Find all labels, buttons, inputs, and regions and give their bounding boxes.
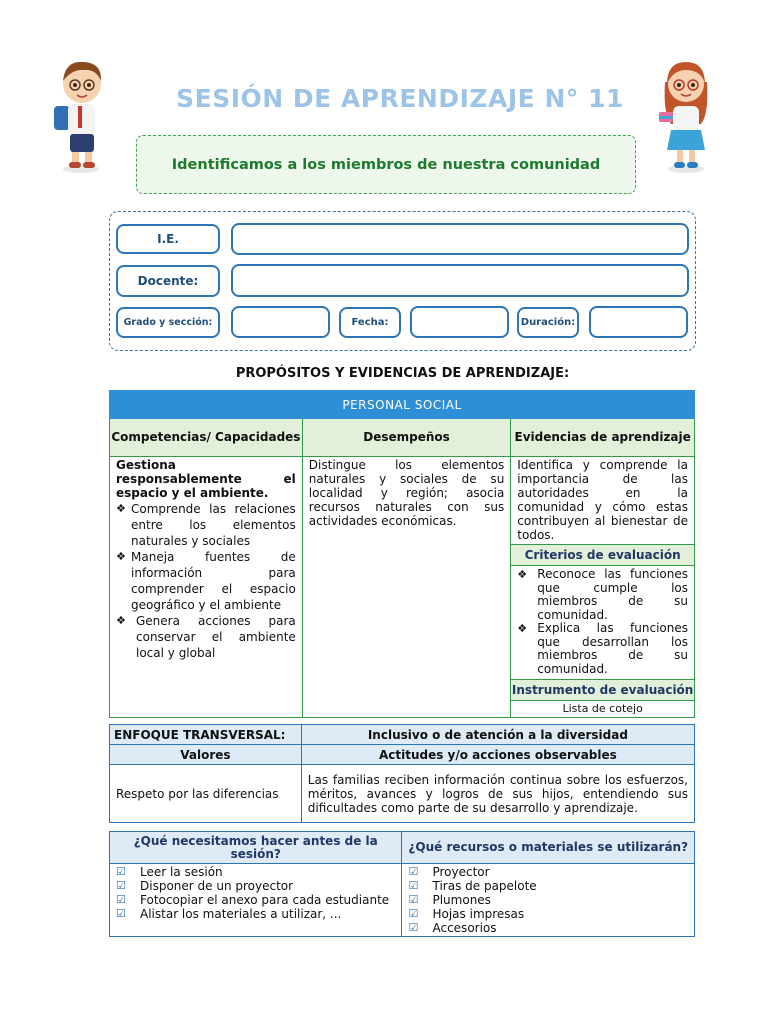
competencia-title: Gestiona responsablemente el espacio y el ambiente. xyxy=(116,458,296,500)
valores-header: Valores xyxy=(110,745,302,765)
actitud-cell: Las familias reciben información continua sobre los esfuerzos, méritos, avances y logros de sus hijos, entendiendo sus dificultades como parte de su desarrollo y aprendizaje. xyxy=(301,765,694,823)
capacidad-item: ❖ Maneja fuentes de información para comprender el espacio geográfico y el ambiente xyxy=(116,549,296,613)
valor-cell: Respeto por las diferencias xyxy=(110,765,302,823)
criterios-cell xyxy=(511,566,695,680)
grado-field[interactable] xyxy=(231,306,330,338)
capacidad-item: ❖ Genera acciones para conservar el ambiente local y global xyxy=(116,613,296,661)
recurso-item: ☑ Accesorios xyxy=(408,921,694,935)
antes-item: ☑ Alistar los materiales a utilizar, ... xyxy=(116,907,401,921)
docente-label: Docente: xyxy=(116,265,220,297)
col-header-evidencias: Evidencias de aprendizaje xyxy=(511,419,695,457)
criterio-item: ❖ Explica las funciones que desarrollan los miembros de su comunidad. xyxy=(517,622,688,676)
recurso-item: ☑ Plumones xyxy=(408,893,694,907)
duracion-label: Duración: xyxy=(517,307,579,338)
recurso-item: ☑ Tiras de papelote xyxy=(408,879,694,893)
preparacion-table xyxy=(109,831,695,937)
instrumento-header: Instrumento de evaluación xyxy=(511,680,695,701)
antes-cell xyxy=(110,864,402,937)
enfoque-table xyxy=(109,724,695,823)
col-header-desempenos: Desempeños xyxy=(302,419,511,457)
girl-illustration xyxy=(655,54,717,174)
desempeno-cell: Distingue los elementos naturales y sociales de su localidad y región; asocia recursos naturales con sus actividades económicas. xyxy=(302,457,511,718)
antes-header: ¿Qué necesitamos hacer antes de la sesión? xyxy=(110,832,402,864)
ie-label: I.E. xyxy=(116,224,220,254)
grado-label: Grado y sección: xyxy=(116,307,220,338)
ie-field[interactable] xyxy=(231,223,689,255)
section-heading: PROPÓSITOS Y EVIDENCIAS DE APRENDIZAJE: xyxy=(235,366,570,381)
instrumento-cell: Lista de cotejo xyxy=(511,701,695,718)
area-header: PERSONAL SOCIAL xyxy=(110,391,695,419)
boy-illustration xyxy=(50,54,112,174)
recursos-list xyxy=(402,864,694,936)
session-title: SESIÓN DE APRENDIZAJE N° 11 xyxy=(176,84,624,113)
evidencia-cell: Identifica y comprende la importancia de las autoridades en la comunidad y cómo estas contribuyen al bienestar de todos. xyxy=(511,457,695,545)
capacidades-list xyxy=(116,501,296,661)
enfoque-value: Inclusivo o de atención a la diversidad xyxy=(301,725,694,745)
enfoque-label: ENFOQUE TRANSVERSAL: xyxy=(110,725,302,745)
competencias-cell xyxy=(110,457,303,718)
propositos-table xyxy=(109,390,695,718)
session-subtitle-box xyxy=(136,135,636,194)
docente-field[interactable] xyxy=(231,264,689,297)
fecha-field[interactable] xyxy=(410,306,509,338)
antes-list xyxy=(110,864,401,922)
capacidad-item: ❖ Comprende las relaciones entre los elementos naturales y sociales xyxy=(116,501,296,549)
recursos-cell xyxy=(402,864,695,937)
antes-item: ☑ Fotocopiar el anexo para cada estudiante xyxy=(116,893,401,907)
recursos-header: ¿Qué recursos o materiales se utilizarán? xyxy=(402,832,695,864)
criterio-item: ❖ Reconoce las funciones que cumple los miembros de su comunidad. xyxy=(517,568,688,622)
actitudes-header: Actitudes y/o acciones observables xyxy=(301,745,694,765)
duracion-field[interactable] xyxy=(589,306,688,338)
col-header-competencias: Competencias/ Capacidades xyxy=(110,419,303,457)
antes-item: ☑ Leer la sesión xyxy=(116,865,401,879)
criterios-header: Criterios de evaluación xyxy=(511,545,695,566)
recurso-item: ☑ Proyector xyxy=(408,865,694,879)
criterios-list xyxy=(517,568,688,676)
fecha-label: Fecha: xyxy=(339,307,401,338)
session-subtitle: Identificamos a los miembros de nuestra comunidad xyxy=(171,156,601,173)
recurso-item: ☑ Hojas impresas xyxy=(408,907,694,921)
antes-item: ☑ Disponer de un proyector xyxy=(116,879,401,893)
